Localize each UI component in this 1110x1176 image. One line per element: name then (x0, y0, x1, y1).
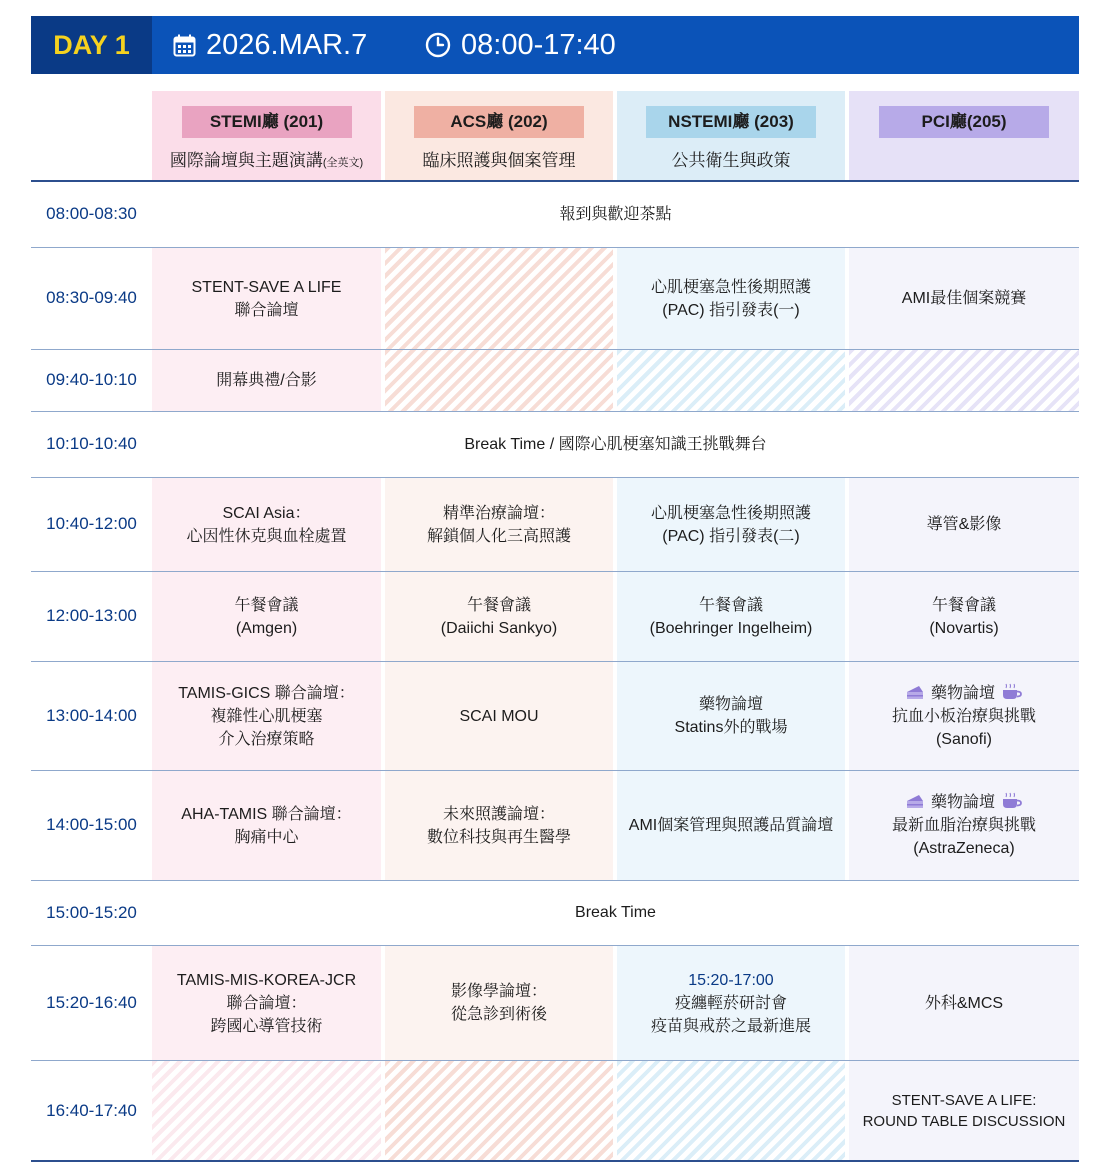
empty-slot (152, 1061, 381, 1161)
session-line: (Daiichi Sankyo) (440, 619, 558, 637)
session-line: 心肌梗塞急性後期照護 (650, 504, 811, 522)
session-text (441, 594, 557, 640)
session-line: AMI最佳個案競賽 (901, 290, 1027, 307)
date-text: 2026.MAR.7 (206, 28, 368, 61)
session-text (186, 502, 346, 548)
session-line: 聯合論壇： (226, 994, 307, 1012)
time-slot-label: 15:00-15:20 (46, 902, 137, 922)
coffee-icon (1001, 683, 1023, 701)
time-slot-label: 12:00-13:00 (46, 606, 137, 625)
row-divider (31, 880, 1079, 881)
session-line: AHA-TAMIS 聯合論壇： (181, 805, 352, 823)
time-slot-label: 08:00-08:30 (46, 204, 137, 223)
empty-slot (385, 350, 613, 411)
session-text (651, 502, 811, 548)
session-line: 午餐會議 (234, 596, 299, 614)
row-divider (31, 661, 1079, 662)
session-line-text: 藥物論壇 (930, 684, 995, 702)
room-label: ACS廳 (202) (414, 106, 584, 138)
spanning-session: Break Time (152, 880, 1079, 945)
session-line: STENT-SAVE A LIFE (191, 278, 342, 296)
session-line: 午餐會議 (931, 596, 996, 614)
column-subtitle: 公共衛生與政策 (671, 151, 791, 170)
session-line: SCAI MOU (459, 707, 539, 725)
session-cell (385, 946, 613, 1060)
session-cell (849, 662, 1079, 770)
row-divider (31, 349, 1079, 350)
session-line: 數位科技與再生醫學 (426, 828, 571, 846)
session-line: 解鎖個人化三高照護 (426, 527, 571, 545)
day-label: DAY 1 (31, 16, 152, 74)
time-slot-label: 16:40-17:40 (46, 1100, 137, 1120)
session-line: 跨國心導管技術 (210, 1017, 323, 1035)
date-display (173, 16, 367, 74)
session-line: 15:20-17:00 (688, 971, 774, 989)
time-slot-label: 15:20-16:40 (46, 992, 137, 1012)
time-slot-label: 14:00-15:00 (46, 815, 137, 834)
time-slot-label: 10:10-10:40 (46, 434, 137, 453)
empty-slot (617, 350, 845, 411)
column-subtitle: 國際論壇與主題演講(全英文) (169, 151, 364, 170)
time-slot-label: 08:30-09:40 (46, 288, 137, 307)
column-subtitle: 臨床照護與個案管理 (422, 151, 576, 170)
session-line: 導管&影像 (926, 516, 1002, 533)
column-header-pci (849, 91, 1079, 180)
cake-icon (905, 683, 925, 701)
row-divider (31, 770, 1079, 771)
time-slot-label: 13:00-14:00 (46, 705, 137, 725)
room-label: STEMI廳 (201) (182, 106, 352, 138)
session-line: Statins外的戰場 (674, 719, 788, 736)
session-cell (849, 946, 1079, 1060)
room-label: PCI廳(205) (879, 106, 1049, 138)
session-text (427, 803, 571, 849)
session-line (892, 682, 1036, 705)
session-text (427, 502, 571, 548)
time-slot-label: 09:40-10:10 (46, 370, 137, 389)
session-text (451, 980, 547, 1026)
session-line: 從急診到術後 (450, 1006, 547, 1023)
row-divider (31, 411, 1079, 412)
empty-slot (385, 248, 613, 349)
session-line: 藥物論壇 (698, 696, 763, 713)
session-cell (849, 771, 1079, 880)
column-header-nstemi (617, 91, 845, 180)
row-divider (31, 180, 1079, 182)
session-line-text: 藥物論壇 (930, 794, 995, 811)
session-line: 介入治療策略 (218, 730, 315, 748)
empty-slot (849, 350, 1079, 411)
session-line: 開幕典禮/合影 (216, 372, 317, 389)
session-text (675, 693, 788, 739)
session-line: 外科&MCS (924, 994, 1004, 1012)
row-divider (31, 571, 1079, 572)
session-line: STENT-SAVE A LIFE: (891, 1092, 1037, 1109)
session-line: 複雜性心肌梗塞 (210, 707, 323, 725)
session-line: (Amgen) (235, 619, 298, 637)
session-cell (385, 771, 613, 880)
session-line: (Novartis) (929, 619, 999, 637)
session-line: AMI個案管理與照護品質論壇 (628, 817, 834, 834)
session-line: 疫纏輕菸研討會 (674, 994, 787, 1012)
spanning-session: Break Time / 國際心肌梗塞知識王挑戰舞台 (152, 411, 1079, 477)
session-line: (PAC) 指引發表(一) (662, 301, 800, 319)
session-line: 影像學論壇： (450, 983, 547, 1000)
session-line: 心肌梗塞急性後期照護 (650, 278, 811, 296)
session-cell (617, 248, 845, 349)
session-text (929, 594, 998, 640)
session-line: 胸痛中心 (234, 828, 299, 846)
column-header-acs (385, 91, 613, 180)
session-cell (385, 572, 613, 661)
session-cell (617, 946, 845, 1060)
row-divider (31, 477, 1079, 478)
session-cell (849, 1061, 1079, 1161)
column-header-stemi (152, 91, 381, 180)
session-line: 精準治療論壇： (442, 504, 555, 522)
session-text (863, 1090, 1066, 1132)
session-line: 疫苗與戒菸之最新進展 (650, 1017, 811, 1035)
session-cell (152, 478, 381, 571)
empty-slot (385, 1061, 613, 1161)
session-line (892, 791, 1036, 814)
session-line: (Sanofi) (935, 730, 992, 748)
session-line: ROUND TABLE DISCUSSION (862, 1113, 1066, 1130)
session-cell (617, 771, 845, 880)
session-cell (385, 478, 613, 571)
session-text (459, 705, 538, 728)
session-cell (152, 572, 381, 661)
empty-slot (617, 1061, 845, 1161)
session-text (651, 276, 811, 322)
row-divider (31, 1060, 1079, 1061)
session-text (892, 682, 1036, 751)
session-cell (617, 662, 845, 770)
session-cell (385, 662, 613, 770)
session-text (181, 803, 351, 849)
session-cell (152, 248, 381, 349)
session-text (178, 682, 355, 751)
session-line: 聯合論壇 (234, 301, 299, 319)
session-cell (152, 662, 381, 770)
session-text (629, 814, 833, 837)
session-line: TAMIS-GICS 聯合論壇： (178, 684, 355, 702)
session-text (927, 513, 1002, 536)
session-line: 未來照護論壇： (442, 805, 555, 823)
session-cell (152, 771, 381, 880)
session-line: SCAI Asia： (222, 504, 311, 522)
session-text (892, 791, 1036, 860)
row-divider (31, 1160, 1079, 1162)
session-text (651, 969, 811, 1038)
session-line: 最新血脂治療與挑戰 (891, 817, 1036, 834)
session-cell (617, 478, 845, 571)
session-line: TAMIS-MIS-KOREA-JCR (176, 971, 357, 989)
session-line: 午餐會議 (466, 596, 531, 614)
session-cell (152, 350, 381, 411)
room-label: NSTEMI廳 (203) (646, 106, 816, 138)
row-divider (31, 945, 1079, 946)
session-text (234, 594, 298, 640)
schedule-header (31, 16, 1079, 74)
session-text (925, 992, 1003, 1015)
spanning-session: 報到與歡迎茶點 (152, 181, 1079, 247)
time-slot-label: 10:40-12:00 (46, 514, 137, 533)
clock-icon (425, 32, 451, 58)
time-text: 08:00-17:40 (461, 28, 616, 61)
session-text (902, 287, 1026, 310)
session-line: (AstraZeneca) (913, 840, 1015, 857)
session-text (216, 369, 316, 392)
row-divider (31, 247, 1079, 248)
coffee-icon (1001, 792, 1023, 810)
cake-icon (905, 792, 925, 810)
session-text (177, 969, 356, 1038)
session-line: (PAC) 指引發表(二) (662, 527, 800, 545)
session-text (650, 594, 813, 640)
session-cell (152, 946, 381, 1060)
session-line: (Boehringer Ingelheim) (649, 619, 813, 637)
session-line: 抗血小板治療與挑戰 (891, 707, 1036, 725)
session-line: 午餐會議 (698, 596, 763, 614)
session-cell (849, 572, 1079, 661)
session-cell (849, 248, 1079, 349)
session-cell (617, 572, 845, 661)
session-text (192, 276, 342, 322)
session-cell (849, 478, 1079, 571)
session-line: 心因性休克與血栓處置 (186, 527, 347, 545)
time-display (425, 16, 616, 74)
calendar-icon (173, 34, 196, 57)
